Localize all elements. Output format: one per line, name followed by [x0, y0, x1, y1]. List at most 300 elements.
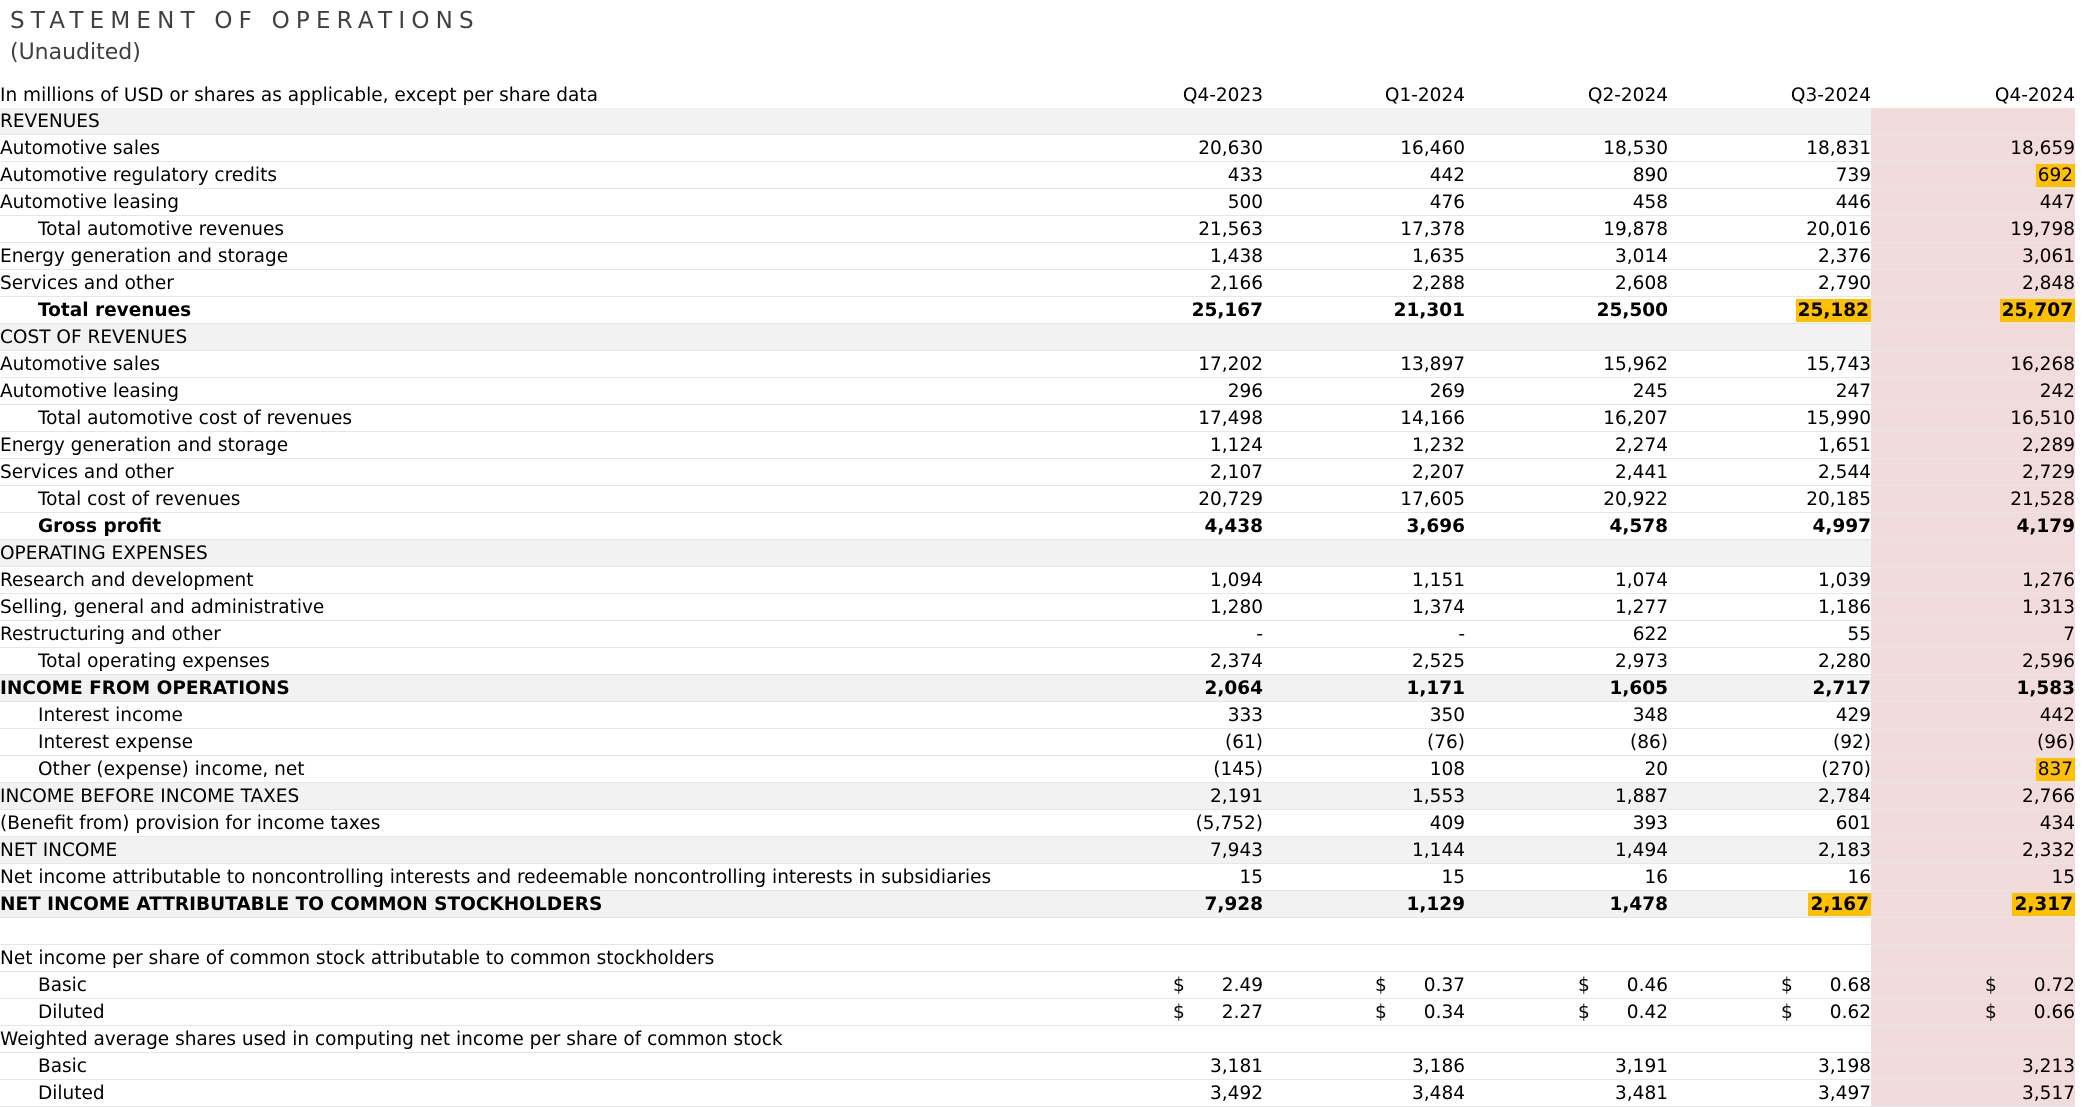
value-cell: 1,605 — [1465, 675, 1668, 702]
currency-value — [1173, 973, 1263, 998]
row-label: Energy generation and storage — [0, 243, 1060, 270]
value-cell: 3,517 — [1871, 1080, 2075, 1107]
currency-symbol: $ — [1578, 1001, 1590, 1023]
value-cell — [1060, 999, 1263, 1026]
value-cell: 2,596 — [1871, 648, 2075, 675]
row-label — [0, 918, 1060, 945]
value-text: 0.37 — [1423, 974, 1465, 996]
value-cell — [1871, 324, 2075, 351]
value-cell — [1871, 918, 2075, 945]
value-cell — [1871, 297, 2075, 324]
value-cell: 4,179 — [1871, 513, 2075, 540]
value-cell: (5,752) — [1060, 810, 1263, 837]
value-cell: 19,878 — [1465, 216, 1668, 243]
value-cell: (96) — [1871, 729, 2075, 756]
value-cell: 20,016 — [1668, 216, 1871, 243]
table-row — [0, 216, 2075, 243]
value-cell: 3,696 — [1263, 513, 1465, 540]
value-cell: 16,207 — [1465, 405, 1668, 432]
value-cell — [1465, 918, 1668, 945]
row-label: Services and other — [0, 459, 1060, 486]
value-cell: 2,374 — [1060, 648, 1263, 675]
value-cell: 3,213 — [1871, 1053, 2075, 1080]
value-cell — [1871, 540, 2075, 567]
currency-symbol: $ — [1375, 974, 1387, 996]
value-cell: 2,729 — [1871, 459, 2075, 486]
statement-subtitle: (Unaudited) — [10, 40, 141, 65]
value-cell: 2,973 — [1465, 648, 1668, 675]
value-text: 0.34 — [1423, 1001, 1465, 1023]
currency-value — [1985, 1000, 2075, 1025]
currency-symbol: $ — [1985, 1001, 1997, 1023]
value-cell — [1263, 945, 1465, 972]
value-cell: 2,790 — [1668, 270, 1871, 297]
value-cell — [1263, 972, 1465, 999]
value-cell: 15,743 — [1668, 351, 1871, 378]
value-cell: 4,578 — [1465, 513, 1668, 540]
currency-symbol: $ — [1375, 1001, 1387, 1023]
value-cell: 7 — [1871, 621, 2075, 648]
table-row — [0, 162, 2075, 189]
table-row — [0, 702, 2075, 729]
value-cell: 4,997 — [1668, 513, 1871, 540]
value-cell — [1465, 1026, 1668, 1053]
highlighted-value: 2,167 — [1810, 893, 1869, 915]
value-cell: 2,441 — [1465, 459, 1668, 486]
row-label: Net income attributable to noncontrolling interests and redeemable noncontrolling interests in subsidiaries — [0, 864, 1060, 891]
value-cell: 242 — [1871, 378, 2075, 405]
value-cell: 1,553 — [1263, 783, 1465, 810]
currency-value — [1375, 973, 1465, 998]
row-label: Research and development — [0, 567, 1060, 594]
currency-value — [1781, 1000, 1871, 1025]
value-text: 0.46 — [1626, 974, 1668, 996]
value-cell: 2,274 — [1465, 432, 1668, 459]
row-label: Services and other — [0, 270, 1060, 297]
value-cell: 18,530 — [1465, 135, 1668, 162]
value-cell: (61) — [1060, 729, 1263, 756]
table-row — [0, 837, 2075, 864]
value-cell: 739 — [1668, 162, 1871, 189]
value-text: 0.42 — [1626, 1001, 1668, 1023]
value-cell: 458 — [1465, 189, 1668, 216]
value-cell: 429 — [1668, 702, 1871, 729]
row-label: Weighted average shares used in computing net income per share of common stock — [0, 1026, 1060, 1053]
value-cell: 2,525 — [1263, 648, 1465, 675]
value-cell — [1060, 918, 1263, 945]
value-cell: 1,129 — [1263, 891, 1465, 918]
value-cell: 333 — [1060, 702, 1263, 729]
row-label: Automotive sales — [0, 135, 1060, 162]
highlighted-value: 25,182 — [1797, 299, 1869, 321]
table-row — [0, 648, 2075, 675]
value-cell — [1060, 540, 1263, 567]
value-cell: 622 — [1465, 621, 1668, 648]
value-cell: 442 — [1871, 702, 2075, 729]
value-cell: 15 — [1263, 864, 1465, 891]
value-cell: 2,784 — [1668, 783, 1871, 810]
row-label: Energy generation and storage — [0, 432, 1060, 459]
value-cell — [1263, 540, 1465, 567]
value-cell: 20,185 — [1668, 486, 1871, 513]
currency-symbol: $ — [1781, 974, 1793, 996]
value-cell: (270) — [1668, 756, 1871, 783]
currency-value — [1578, 973, 1668, 998]
row-label: INCOME BEFORE INCOME TAXES — [0, 783, 1060, 810]
value-cell: 3,198 — [1668, 1053, 1871, 1080]
table-row — [0, 351, 2075, 378]
value-cell: 1,374 — [1263, 594, 1465, 621]
value-cell: - — [1060, 621, 1263, 648]
value-cell: 1,313 — [1871, 594, 2075, 621]
value-cell: 13,897 — [1263, 351, 1465, 378]
value-cell: 15 — [1060, 864, 1263, 891]
row-label: Total operating expenses — [0, 648, 1060, 675]
value-cell — [1263, 918, 1465, 945]
value-cell — [1668, 972, 1871, 999]
value-cell: 500 — [1060, 189, 1263, 216]
value-cell: 17,378 — [1263, 216, 1465, 243]
value-cell: 25,500 — [1465, 297, 1668, 324]
value-cell: 16,510 — [1871, 405, 2075, 432]
table-row — [0, 729, 2075, 756]
row-label: Automotive leasing — [0, 378, 1060, 405]
value-cell: 21,563 — [1060, 216, 1263, 243]
value-cell: 18,831 — [1668, 135, 1871, 162]
row-label: Basic — [0, 972, 1060, 999]
value-cell: 7,943 — [1060, 837, 1263, 864]
value-cell — [1668, 918, 1871, 945]
value-cell — [1871, 999, 2075, 1026]
value-cell — [1668, 108, 1871, 135]
table-row — [0, 486, 2075, 513]
value-cell: 247 — [1668, 378, 1871, 405]
value-cell — [1668, 297, 1871, 324]
value-cell: 476 — [1263, 189, 1465, 216]
table-row — [0, 1026, 2075, 1053]
value-cell: 17,605 — [1263, 486, 1465, 513]
table-row — [0, 621, 2075, 648]
row-label: Interest expense — [0, 729, 1060, 756]
value-text: 0.72 — [2033, 974, 2075, 996]
value-cell: 409 — [1263, 810, 1465, 837]
table-row — [0, 1080, 2075, 1107]
highlighted-value: 837 — [2037, 758, 2073, 780]
currency-symbol: $ — [1173, 1001, 1185, 1023]
value-cell: 108 — [1263, 756, 1465, 783]
value-cell: 348 — [1465, 702, 1668, 729]
table-row — [0, 270, 2075, 297]
value-cell: 1,124 — [1060, 432, 1263, 459]
row-label: (Benefit from) provision for income taxes — [0, 810, 1060, 837]
value-cell — [1465, 540, 1668, 567]
table-row — [0, 324, 2075, 351]
value-cell: (76) — [1263, 729, 1465, 756]
value-cell: 2,064 — [1060, 675, 1263, 702]
row-label: Diluted — [0, 999, 1060, 1026]
table-row — [0, 594, 2075, 621]
row-label: COST OF REVENUES — [0, 324, 1060, 351]
table-row — [0, 999, 2075, 1026]
value-cell: 1,651 — [1668, 432, 1871, 459]
row-label: Other (expense) income, net — [0, 756, 1060, 783]
value-cell — [1060, 972, 1263, 999]
value-cell — [1871, 945, 2075, 972]
value-cell: 17,498 — [1060, 405, 1263, 432]
value-cell — [1465, 999, 1668, 1026]
value-cell: (86) — [1465, 729, 1668, 756]
currency-value — [1985, 973, 2075, 998]
value-cell: 2,608 — [1465, 270, 1668, 297]
value-cell: 20,630 — [1060, 135, 1263, 162]
statement-table — [0, 82, 2075, 1107]
value-cell: 601 — [1668, 810, 1871, 837]
row-label: Total cost of revenues — [0, 486, 1060, 513]
table-row — [0, 918, 2075, 945]
value-cell: 16 — [1668, 864, 1871, 891]
table-row — [0, 459, 2075, 486]
value-cell: 25,167 — [1060, 297, 1263, 324]
table-row — [0, 297, 2075, 324]
value-cell: 2,207 — [1263, 459, 1465, 486]
row-label: INCOME FROM OPERATIONS — [0, 675, 1060, 702]
table-row — [0, 189, 2075, 216]
row-label: Automotive sales — [0, 351, 1060, 378]
period-header: Q3-2024 — [1790, 84, 1871, 106]
row-label: Total automotive cost of revenues — [0, 405, 1060, 432]
value-cell: 1,151 — [1263, 567, 1465, 594]
value-cell: 2,289 — [1871, 432, 2075, 459]
value-cell: 434 — [1871, 810, 2075, 837]
value-cell: (92) — [1668, 729, 1871, 756]
table-row — [0, 135, 2075, 162]
currency-symbol: $ — [1985, 974, 1997, 996]
row-label: OPERATING EXPENSES — [0, 540, 1060, 567]
row-label: Automotive regulatory credits — [0, 162, 1060, 189]
row-label: Interest income — [0, 702, 1060, 729]
value-cell — [1871, 756, 2075, 783]
value-cell: 20,729 — [1060, 486, 1263, 513]
value-cell: 2,376 — [1668, 243, 1871, 270]
value-cell — [1465, 972, 1668, 999]
table-row — [0, 513, 2075, 540]
value-cell: 15,990 — [1668, 405, 1871, 432]
value-cell: 3,191 — [1465, 1053, 1668, 1080]
value-cell — [1871, 891, 2075, 918]
currency-value — [1578, 1000, 1668, 1025]
value-cell: 3,492 — [1060, 1080, 1263, 1107]
row-label: Gross profit — [0, 513, 1060, 540]
value-cell: 19,798 — [1871, 216, 2075, 243]
value-cell: 2,280 — [1668, 648, 1871, 675]
value-cell: 2,544 — [1668, 459, 1871, 486]
value-cell: 2,848 — [1871, 270, 2075, 297]
currency-value — [1781, 973, 1871, 998]
table-row — [0, 945, 2075, 972]
period-header: Q4-2023 — [1182, 84, 1263, 106]
value-cell: 2,166 — [1060, 270, 1263, 297]
value-text: 2.49 — [1221, 974, 1263, 996]
value-cell — [1668, 1026, 1871, 1053]
value-cell: 1,276 — [1871, 567, 2075, 594]
value-cell: 245 — [1465, 378, 1668, 405]
value-cell — [1263, 1026, 1465, 1053]
value-cell: 1,094 — [1060, 567, 1263, 594]
value-cell: 3,061 — [1871, 243, 2075, 270]
row-label: Basic — [0, 1053, 1060, 1080]
highlighted-value: 25,707 — [2001, 299, 2073, 321]
row-label: Selling, general and administrative — [0, 594, 1060, 621]
value-cell: 2,183 — [1668, 837, 1871, 864]
value-cell — [1060, 945, 1263, 972]
value-cell: 269 — [1263, 378, 1465, 405]
value-cell — [1263, 324, 1465, 351]
value-cell — [1668, 945, 1871, 972]
value-cell: 1,039 — [1668, 567, 1871, 594]
value-cell: 20,922 — [1465, 486, 1668, 513]
value-cell: (145) — [1060, 756, 1263, 783]
table-row — [0, 378, 2075, 405]
value-cell: 1,232 — [1263, 432, 1465, 459]
table-row — [0, 864, 2075, 891]
value-cell: 3,484 — [1263, 1080, 1465, 1107]
currency-symbol: $ — [1781, 1001, 1793, 1023]
table-row — [0, 675, 2075, 702]
value-cell — [1465, 945, 1668, 972]
value-cell: 296 — [1060, 378, 1263, 405]
value-cell — [1263, 108, 1465, 135]
value-text: 0.62 — [1829, 1001, 1871, 1023]
period-header: Q4-2024 — [1871, 82, 2075, 108]
value-cell: 1,277 — [1465, 594, 1668, 621]
value-cell: 1,144 — [1263, 837, 1465, 864]
value-cell: 3,481 — [1465, 1080, 1668, 1107]
value-cell: - — [1263, 621, 1465, 648]
value-cell: 16,460 — [1263, 135, 1465, 162]
table-row — [0, 891, 2075, 918]
value-cell: 55 — [1668, 621, 1871, 648]
table-row — [0, 108, 2075, 135]
value-text: 2.27 — [1221, 1001, 1263, 1023]
row-label: Total revenues — [0, 297, 1060, 324]
row-label: REVENUES — [0, 108, 1060, 135]
value-cell: 1,438 — [1060, 243, 1263, 270]
value-cell: 1,583 — [1871, 675, 2075, 702]
currency-symbol: $ — [1578, 974, 1590, 996]
value-cell — [1465, 324, 1668, 351]
value-cell — [1871, 108, 2075, 135]
value-cell: 3,186 — [1263, 1053, 1465, 1080]
value-cell: 2,717 — [1668, 675, 1871, 702]
value-cell: 18,659 — [1871, 135, 2075, 162]
value-cell — [1871, 1026, 2075, 1053]
value-cell: 1,280 — [1060, 594, 1263, 621]
row-label: NET INCOME ATTRIBUTABLE TO COMMON STOCKHOLDERS — [0, 891, 1060, 918]
value-cell — [1060, 108, 1263, 135]
value-cell — [1668, 999, 1871, 1026]
value-cell: 15 — [1871, 864, 2075, 891]
value-cell: 446 — [1668, 189, 1871, 216]
value-cell: 7,928 — [1060, 891, 1263, 918]
value-cell: 2,332 — [1871, 837, 2075, 864]
value-cell — [1668, 324, 1871, 351]
value-cell: 1,494 — [1465, 837, 1668, 864]
statement-title: STATEMENT OF OPERATIONS — [10, 8, 480, 34]
value-cell — [1263, 999, 1465, 1026]
table-row — [0, 810, 2075, 837]
value-cell: 17,202 — [1060, 351, 1263, 378]
value-cell — [1465, 108, 1668, 135]
value-cell — [1668, 540, 1871, 567]
period-header: Q2-2024 — [1587, 84, 1668, 106]
value-cell: 2,107 — [1060, 459, 1263, 486]
value-cell: 433 — [1060, 162, 1263, 189]
value-cell: 1,887 — [1465, 783, 1668, 810]
value-cell: 2,766 — [1871, 783, 2075, 810]
value-cell: 2,288 — [1263, 270, 1465, 297]
value-cell: 3,014 — [1465, 243, 1668, 270]
row-label: Automotive leasing — [0, 189, 1060, 216]
header-label: In millions of USD or shares as applicable, except per share data — [0, 84, 598, 106]
row-label: Diluted — [0, 1080, 1060, 1107]
value-cell: 16,268 — [1871, 351, 2075, 378]
value-cell — [1871, 972, 2075, 999]
value-cell: 1,478 — [1465, 891, 1668, 918]
row-label: Net income per share of common stock attributable to common stockholders — [0, 945, 1060, 972]
value-text: 0.68 — [1829, 974, 1871, 996]
period-header: Q1-2024 — [1384, 84, 1465, 106]
header-row — [0, 82, 2075, 108]
value-cell — [1871, 162, 2075, 189]
value-cell: 3,181 — [1060, 1053, 1263, 1080]
value-cell: 350 — [1263, 702, 1465, 729]
value-cell: 1,635 — [1263, 243, 1465, 270]
value-text: 0.66 — [2033, 1001, 2075, 1023]
value-cell: 1,074 — [1465, 567, 1668, 594]
row-label: Restructuring and other — [0, 621, 1060, 648]
value-cell: 4,438 — [1060, 513, 1263, 540]
value-cell: 442 — [1263, 162, 1465, 189]
currency-symbol: $ — [1173, 974, 1185, 996]
value-cell — [1060, 324, 1263, 351]
table-row — [0, 567, 2075, 594]
table-row — [0, 972, 2075, 999]
value-cell — [1060, 1026, 1263, 1053]
row-label: NET INCOME — [0, 837, 1060, 864]
value-cell — [1668, 891, 1871, 918]
value-cell: 2,191 — [1060, 783, 1263, 810]
value-cell: 890 — [1465, 162, 1668, 189]
currency-value — [1375, 1000, 1465, 1025]
table-row — [0, 432, 2075, 459]
table-row — [0, 783, 2075, 810]
currency-value — [1173, 1000, 1263, 1025]
table-row — [0, 243, 2075, 270]
value-cell: 3,497 — [1668, 1080, 1871, 1107]
value-cell: 393 — [1465, 810, 1668, 837]
highlighted-value: 2,317 — [2014, 893, 2073, 915]
table-row — [0, 540, 2075, 567]
value-cell: 21,301 — [1263, 297, 1465, 324]
value-cell: 1,186 — [1668, 594, 1871, 621]
table-row — [0, 1053, 2075, 1080]
value-cell: 16 — [1465, 864, 1668, 891]
value-cell: 447 — [1871, 189, 2075, 216]
value-cell: 21,528 — [1871, 486, 2075, 513]
value-cell: 1,171 — [1263, 675, 1465, 702]
value-cell: 15,962 — [1465, 351, 1668, 378]
table-row — [0, 756, 2075, 783]
